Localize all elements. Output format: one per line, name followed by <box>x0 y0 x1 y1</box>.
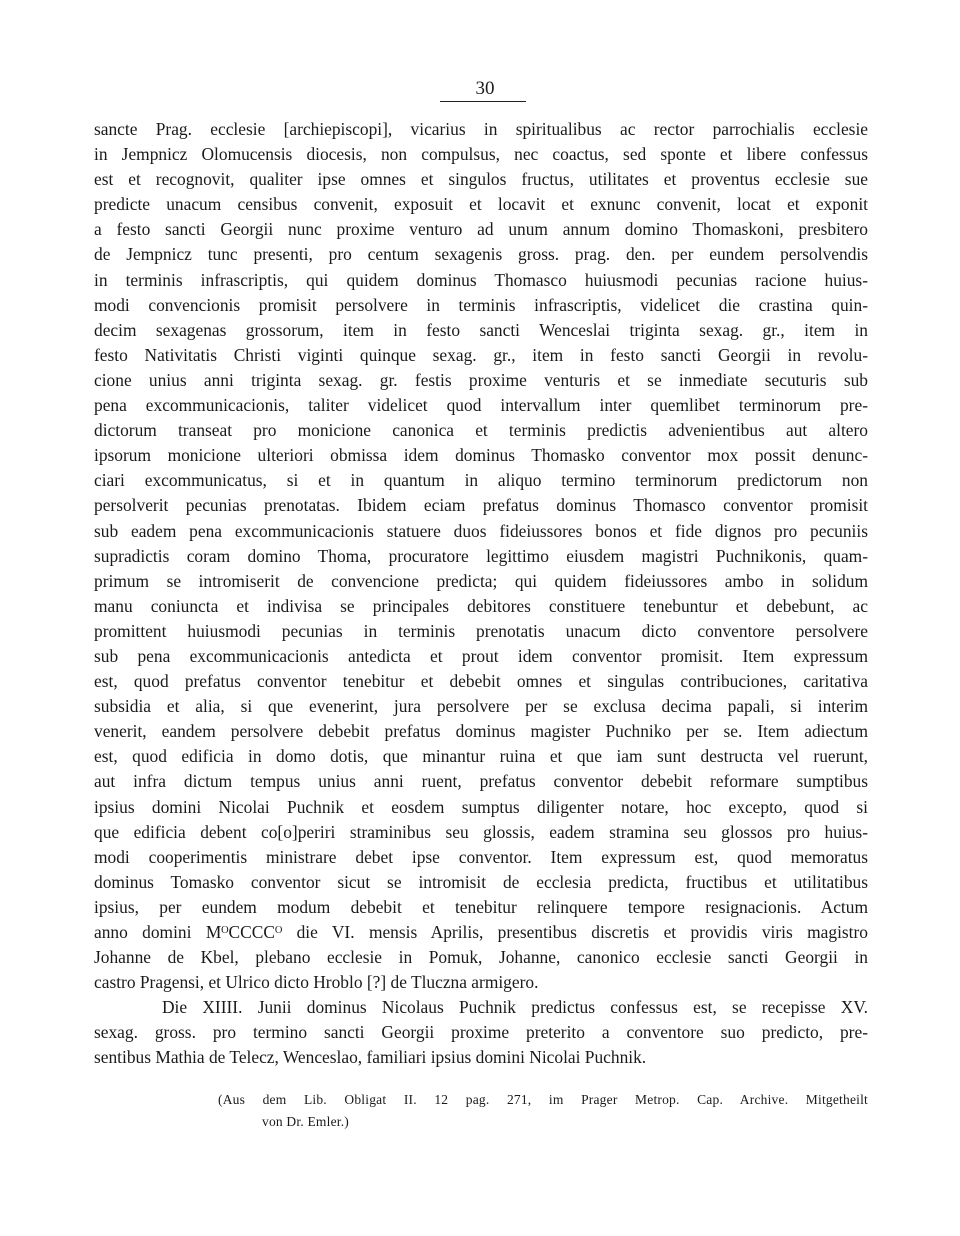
page-number-rule <box>440 101 526 102</box>
text-line: sub pena excommunicacionis antedicta et prout idem conventor promisit. Item expressum <box>94 645 868 666</box>
text-line: venerit, eandem persolvere debebit prefatus dominus magister Puchniko per se. Item adiectum <box>94 721 868 742</box>
text-line: ipsius, per eundem modum debebit et tenebitur relinquere tempore resignacionis. Actum <box>94 896 868 917</box>
source-note <box>218 1089 868 1133</box>
text-line: Die XIIII. Junii dominus Nicolaus Puchnik predictus confessus est, se recepisse XV. <box>162 997 868 1018</box>
text-line: sub eadem pena excommunicacionis statuere duos fideiussores bonos et fide dignos pro pecuniis <box>94 520 868 541</box>
text-line: modi cooperimentis ministrare debet ipse conventor. Item expressum est, quod memoratus <box>94 846 868 867</box>
text-line: de Jempnicz tunc presenti, pro centum sexagenis gross. prag. den. per eundem persolvendis <box>94 244 868 265</box>
text-line: que edificia debent co[o]periri straminibus seu glossis, eadem stramina seu glossos pro huius- <box>94 821 868 842</box>
text-line: modi convencionis promisit persolvere in terminis infrascriptis, videlicet die crastina quin- <box>94 294 868 315</box>
text-line: est, quod prefatus conventor tenebitur et debebit omnes et singulas contribuciones, caritativa <box>94 671 868 692</box>
body-text <box>94 117 868 1071</box>
text-line: sancte Prag. ecclesie [archiepiscopi], vicarius in spiritualibus ac rector parrochialis ecclesie <box>94 119 868 139</box>
text-line: est, quod edificia in domo dotis, que minantur ruina et que iam sunt destructa vel ruerunt, <box>94 746 868 767</box>
text-line: cione unius anni triginta sexag. gr. festis proxime venturis et se inmediate secuturis sub <box>94 369 868 390</box>
text-line: predicte unacum censibus convenit, exposuit et locavit et exnunc convenit, locat et exponit <box>94 194 868 215</box>
text-line: in Jempnicz Olomucensis diocesis, non compulsus, nec coactus, sed sponte et libere confessus <box>94 144 868 165</box>
text-line: persolverit pecunias prenotatas. Ibidem eciam prefatus dominus Thomasco conventor promisit <box>94 495 868 516</box>
text-line: ciari excommunicatus, si et in quantum in aliquo termino terminorum predictorum non <box>94 470 868 491</box>
source-note-line: (Aus dem Lib. Obligat II. 12 pag. 271, im Prager Metrop. Cap. Archive. Mitgetheilt <box>218 1092 868 1107</box>
text-line: est et recognovit, qualiter ipse omnes et singulos fructus, utilitates et proventus ecclesie sue <box>94 169 868 190</box>
source-note-line: von Dr. Emler.) <box>262 1114 349 1129</box>
page-number: 30 <box>475 78 495 99</box>
text-line: ipsius domini Nicolai Puchnik et eosdem sumptus diligenter notare, hoc excepto, quod si <box>94 796 868 817</box>
text-line: manu coniuncta et indivisa se principales debitores constituere tenebuntur et debebunt, ac <box>94 595 868 616</box>
text-line: ipsorum monicione ulteriori obmissa idem dominus Thomasko conventor mox possit denunc- <box>94 445 868 466</box>
text-line: subsidia et alia, si que evenerint, jura persolvere per se exclusa decima papali, si interim <box>94 696 868 717</box>
text-line: in terminis infrascriptis, qui quidem dominus Thomasco huiusmodi pecunias racione huius- <box>94 269 868 290</box>
text-line: anno domini MᴼCCCCᴼ die VI. mensis Aprilis, presentibus discretis et providis viris magistro <box>94 922 868 942</box>
text-line: sentibus Mathia de Telecz, Wenceslao, familiari ipsius domini Nicolai Puchnik. <box>94 1047 647 1068</box>
text-line: dominus Tomasko conventor sicut se intromisit de ecclesia predicta, fructibus et utilitatibus <box>94 871 868 892</box>
text-line: primum se intromiserit de convencione predicta; qui quidem fideiussores ambo in solidum <box>94 570 868 591</box>
text-line: dictorum transeat pro monicione canonica et terminis predictis advenientibus aut altero <box>94 420 868 441</box>
text-line: pena excommunicacionis, taliter videlicet quod intervallum inter quemlibet terminorum pre- <box>94 395 868 416</box>
text-line: supradictis coram domino Thoma, procuratore legittimo eiusdem magistri Puchnikonis, quam- <box>94 545 868 566</box>
text-line: a festo sancti Georgii nunc proxime venturo ad unum annum domino Thomaskoni, presbitero <box>94 219 868 240</box>
text-line: festo Nativitatis Christi viginti quinque sexag. gr., item in festo sancti Georgii in revolu- <box>94 344 868 365</box>
text-line: aut infra dictum tempus unius anni ruent, prefatus conventor debebit reformare sumptibus <box>94 771 868 792</box>
text-line: castro Pragensi, et Ulrico dicto Hroblo [?] de Tluczna armigero. <box>94 972 539 993</box>
text-line: Johanne de Kbel, plebano ecclesie in Pomuk, Johanne, canonico ecclesie sancti Georgii in <box>94 947 868 968</box>
text-line: decim sexagenas grossorum, item in festo sancti Wenceslai triginta sexag. gr., item in <box>94 319 868 340</box>
text-line: sexag. gross. pro termino sancti Georgii proxime preterito a conventore suo predicto, pre- <box>94 1022 868 1043</box>
text-line: promittent huiusmodi pecunias in terminis prenotatis unacum dicto conventore persolvere <box>94 620 868 641</box>
